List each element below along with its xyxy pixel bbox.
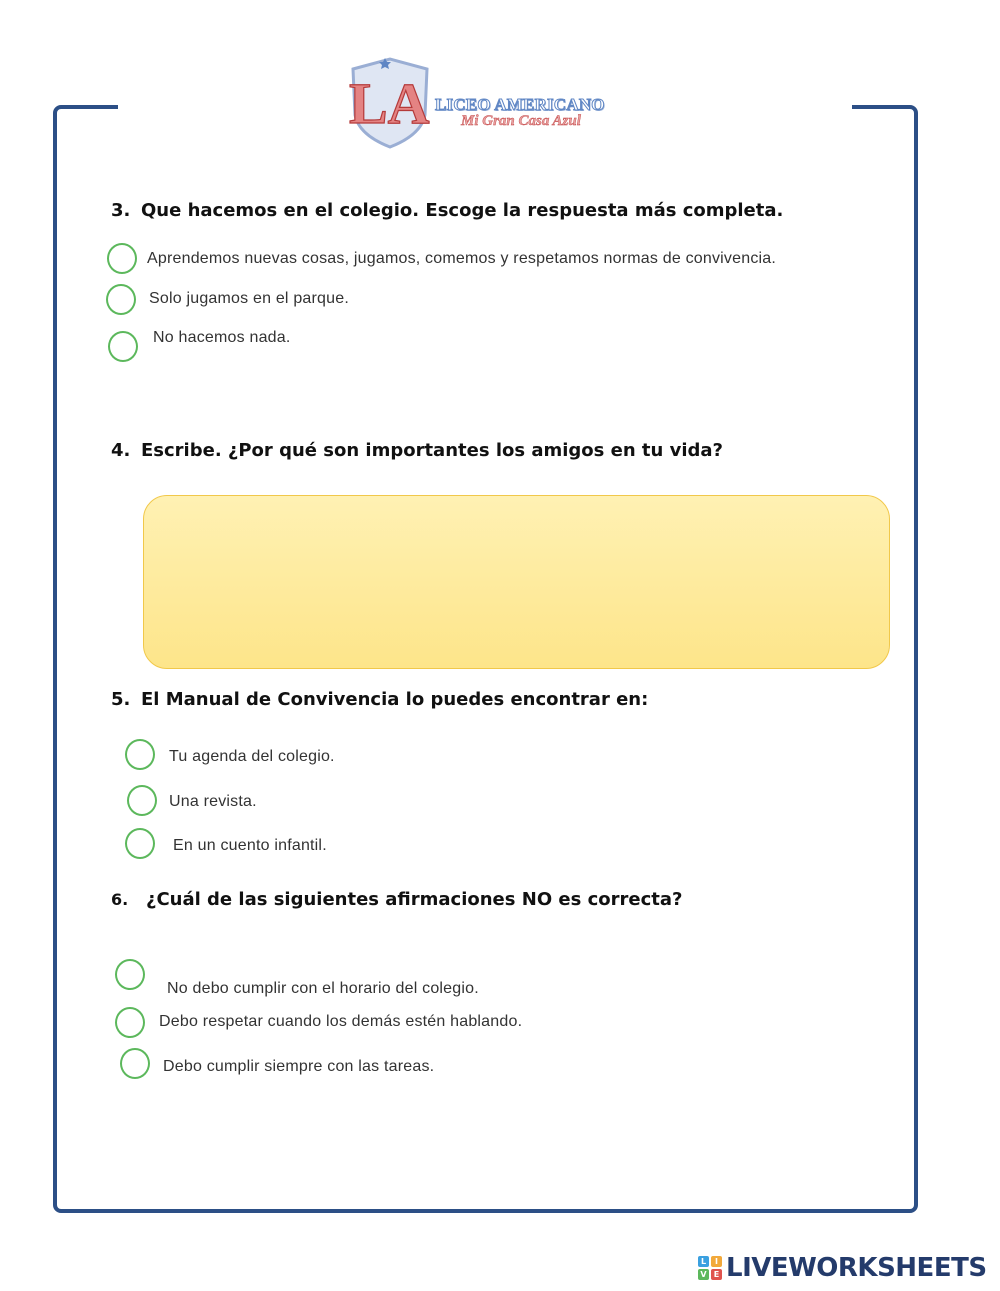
question-3-title bbox=[111, 200, 783, 221]
q5-option-3-label: En un cuento infantil. bbox=[173, 837, 327, 854]
q5-option-2-radio[interactable] bbox=[127, 785, 157, 816]
question-text: Escribe. ¿Por qué son importantes los amigos en tu vida? bbox=[141, 440, 723, 461]
shield-icon bbox=[345, 55, 435, 150]
q3-option-3-label: No hacemos nada. bbox=[153, 329, 291, 346]
q6-option-3-radio[interactable] bbox=[120, 1048, 150, 1079]
q5-option-2-label: Una revista. bbox=[169, 793, 257, 810]
q6-option-1-radio[interactable] bbox=[115, 959, 145, 990]
school-name: LICEO AMERICANO bbox=[435, 95, 605, 114]
q6-option-2-label: Debo respetar cuando los demás estén hablando. bbox=[159, 1013, 523, 1030]
liveworksheets-wordmark: LIVEWORKSHEETS bbox=[726, 1253, 987, 1283]
question-4-title bbox=[111, 440, 723, 461]
question-number: 4. bbox=[111, 440, 131, 461]
question-text: El Manual de Convivencia lo puedes encontrar en: bbox=[141, 689, 649, 710]
liveworksheets-icon: L I V E bbox=[698, 1256, 722, 1280]
q3-option-2-label: Solo jugamos en el parque. bbox=[149, 290, 349, 307]
q3-option-1-label: Aprendemos nuevas cosas, jugamos, comemos y respetamos normas de convivencia. bbox=[147, 250, 777, 267]
q6-option-1-label: No debo cumplir con el horario del colegio. bbox=[167, 980, 479, 997]
svg-text:LA: LA bbox=[349, 71, 430, 136]
q5-option-1-radio[interactable] bbox=[125, 739, 155, 770]
question-text: Que hacemos en el colegio. Escoge la respuesta más completa. bbox=[141, 200, 784, 221]
question-number: 6. bbox=[111, 890, 129, 909]
q5-option-3-radio[interactable] bbox=[125, 828, 155, 859]
question-text: ¿Cuál de las siguientes afirmaciones NO es correcta? bbox=[146, 889, 683, 910]
q3-option-2-radio[interactable] bbox=[106, 284, 136, 315]
q5-option-1-label: Tu agenda del colegio. bbox=[169, 748, 335, 765]
q3-option-1-radio[interactable] bbox=[107, 243, 137, 274]
question-5-title bbox=[111, 689, 648, 710]
school-logo bbox=[345, 55, 625, 150]
question-6-title bbox=[111, 889, 682, 910]
q6-option-2-radio[interactable] bbox=[115, 1007, 145, 1038]
question-number: 3. bbox=[111, 200, 131, 221]
school-tagline: Mi Gran Casa Azul bbox=[461, 113, 581, 129]
q4-answer-textarea[interactable] bbox=[143, 495, 890, 669]
liveworksheets-brand bbox=[698, 1253, 987, 1283]
q3-option-3-radio[interactable] bbox=[108, 331, 138, 362]
question-number: 5. bbox=[111, 689, 131, 710]
q6-option-3-label: Debo cumplir siempre con las tareas. bbox=[163, 1058, 435, 1075]
